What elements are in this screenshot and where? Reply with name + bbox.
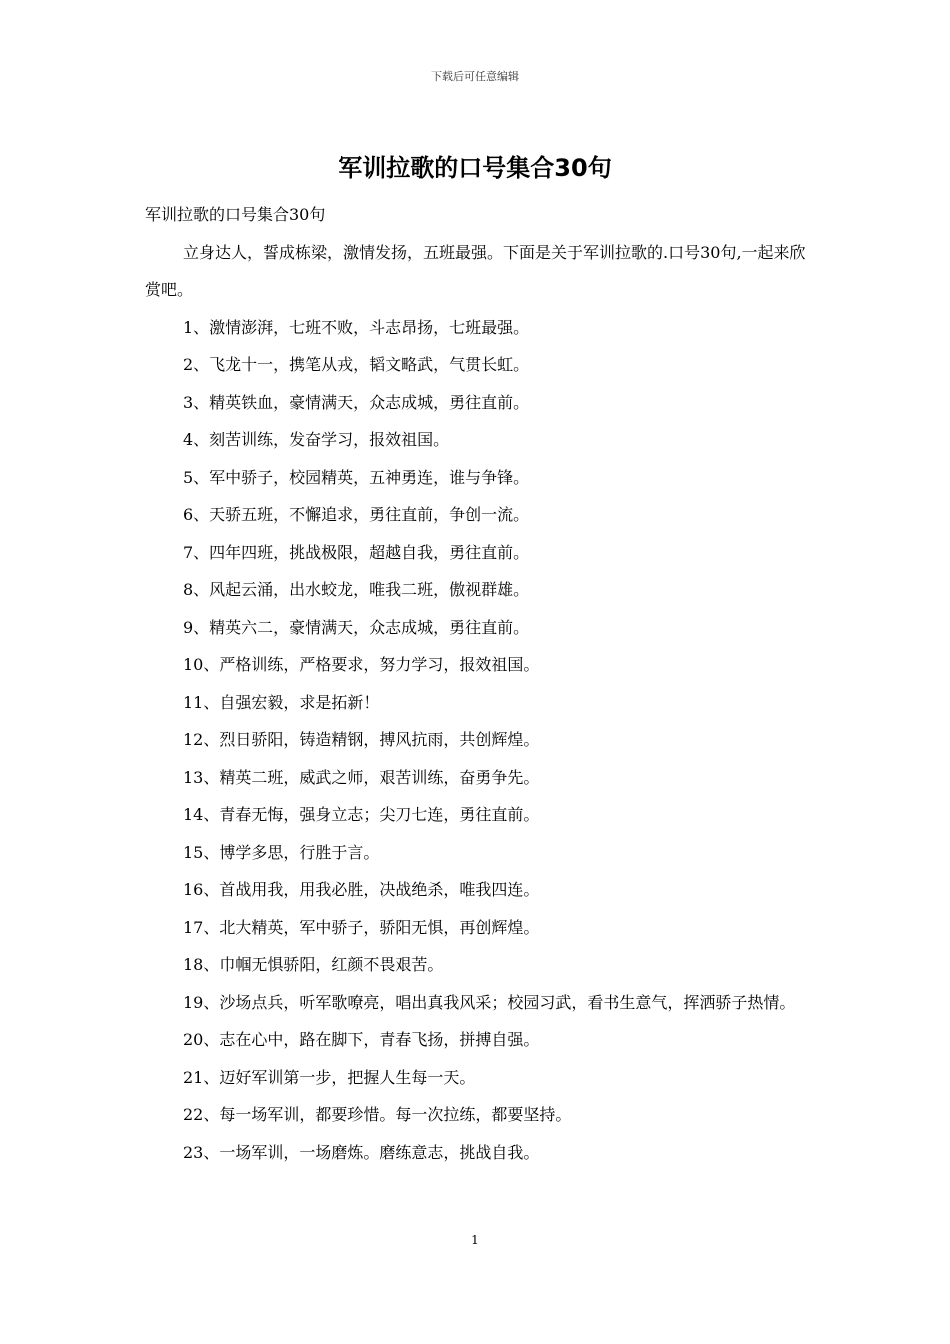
slogan-item: 19、沙场点兵，听军歌嘹亮，唱出真我风采；校园习武，看书生意气，挥洒骄子热情。 bbox=[183, 992, 796, 1012]
slogan-item: 13、精英二班，威武之师，艰苦训练，奋勇争先。 bbox=[183, 767, 540, 787]
slogan-item: 10、严格训练，严格要求，努力学习，报效祖国。 bbox=[183, 655, 540, 674]
slogan-item: 22、每一场军训，都要珍惜。每一次拉练，都要坚持。 bbox=[183, 1105, 572, 1124]
slogan-item: 15、博学多思，行胜于言。 bbox=[183, 842, 380, 862]
slogan-item: 8、风起云涌，出水蛟龙，唯我二班，傲视群雄。 bbox=[183, 580, 530, 599]
slogan-item: 9、精英六二，豪情满天，众志成城，勇往直前。 bbox=[183, 617, 530, 637]
slogan-item: 3、精英铁血，豪情满天，众志成城，勇往直前。 bbox=[183, 392, 530, 412]
document-subtitle: 军训拉歌的口号集合30句 bbox=[145, 205, 326, 224]
slogan-item: 7、四年四班，挑战极限，超越自我，勇往直前。 bbox=[183, 542, 530, 562]
slogan-item: 16、首战用我，用我必胜，决战绝杀，唯我四连。 bbox=[183, 880, 540, 899]
slogan-item: 4、刻苦训练，发奋学习，报效祖国。 bbox=[183, 430, 450, 449]
slogan-item: 18、巾帼无惧骄阳，红颜不畏艰苦。 bbox=[183, 955, 444, 974]
document-body bbox=[145, 196, 810, 1171]
slogan-item: 12、烈日骄阳，铸造精钢，搏风抗雨，共创辉煌。 bbox=[183, 730, 540, 749]
page-header-note: 下载后可任意编辑 bbox=[431, 70, 519, 83]
intro-paragraph: 立身达人，誓成栋梁，激情发扬，五班最强。下面是关于军训拉歌的.口号30句,一起来欣赏吧。 bbox=[145, 242, 806, 299]
slogan-item: 21、迈好军训第一步，把握人生每一天。 bbox=[183, 1067, 476, 1087]
slogan-item: 14、青春无悔，强身立志；尖刀七连，勇往直前。 bbox=[183, 805, 540, 824]
slogan-item: 20、志在心中，路在脚下，青春飞扬，拼搏自强。 bbox=[183, 1030, 540, 1049]
slogan-item: 2、飞龙十一，携笔从戎，韬文略武，气贯长虹。 bbox=[183, 355, 530, 374]
slogan-item: 6、天骄五班，不懈追求，勇往直前，争创一流。 bbox=[183, 505, 530, 524]
slogan-item: 5、军中骄子，校园精英，五神勇连，谁与争锋。 bbox=[183, 467, 530, 487]
document-title: 军训拉歌的口号集合30句 bbox=[338, 154, 612, 182]
page-number: 1 bbox=[471, 1233, 479, 1247]
slogan-item: 23、一场军训，一场磨炼。磨练意志，挑战自我。 bbox=[183, 1142, 540, 1162]
slogan-list bbox=[145, 309, 810, 1172]
slogan-item: 1、激情澎湃，七班不败，斗志昂扬，七班最强。 bbox=[183, 317, 530, 337]
slogan-item: 17、北大精英，军中骄子，骄阳无惧，再创辉煌。 bbox=[183, 917, 540, 937]
slogan-item: 11、自强宏毅，求是拓新！ bbox=[183, 692, 380, 712]
